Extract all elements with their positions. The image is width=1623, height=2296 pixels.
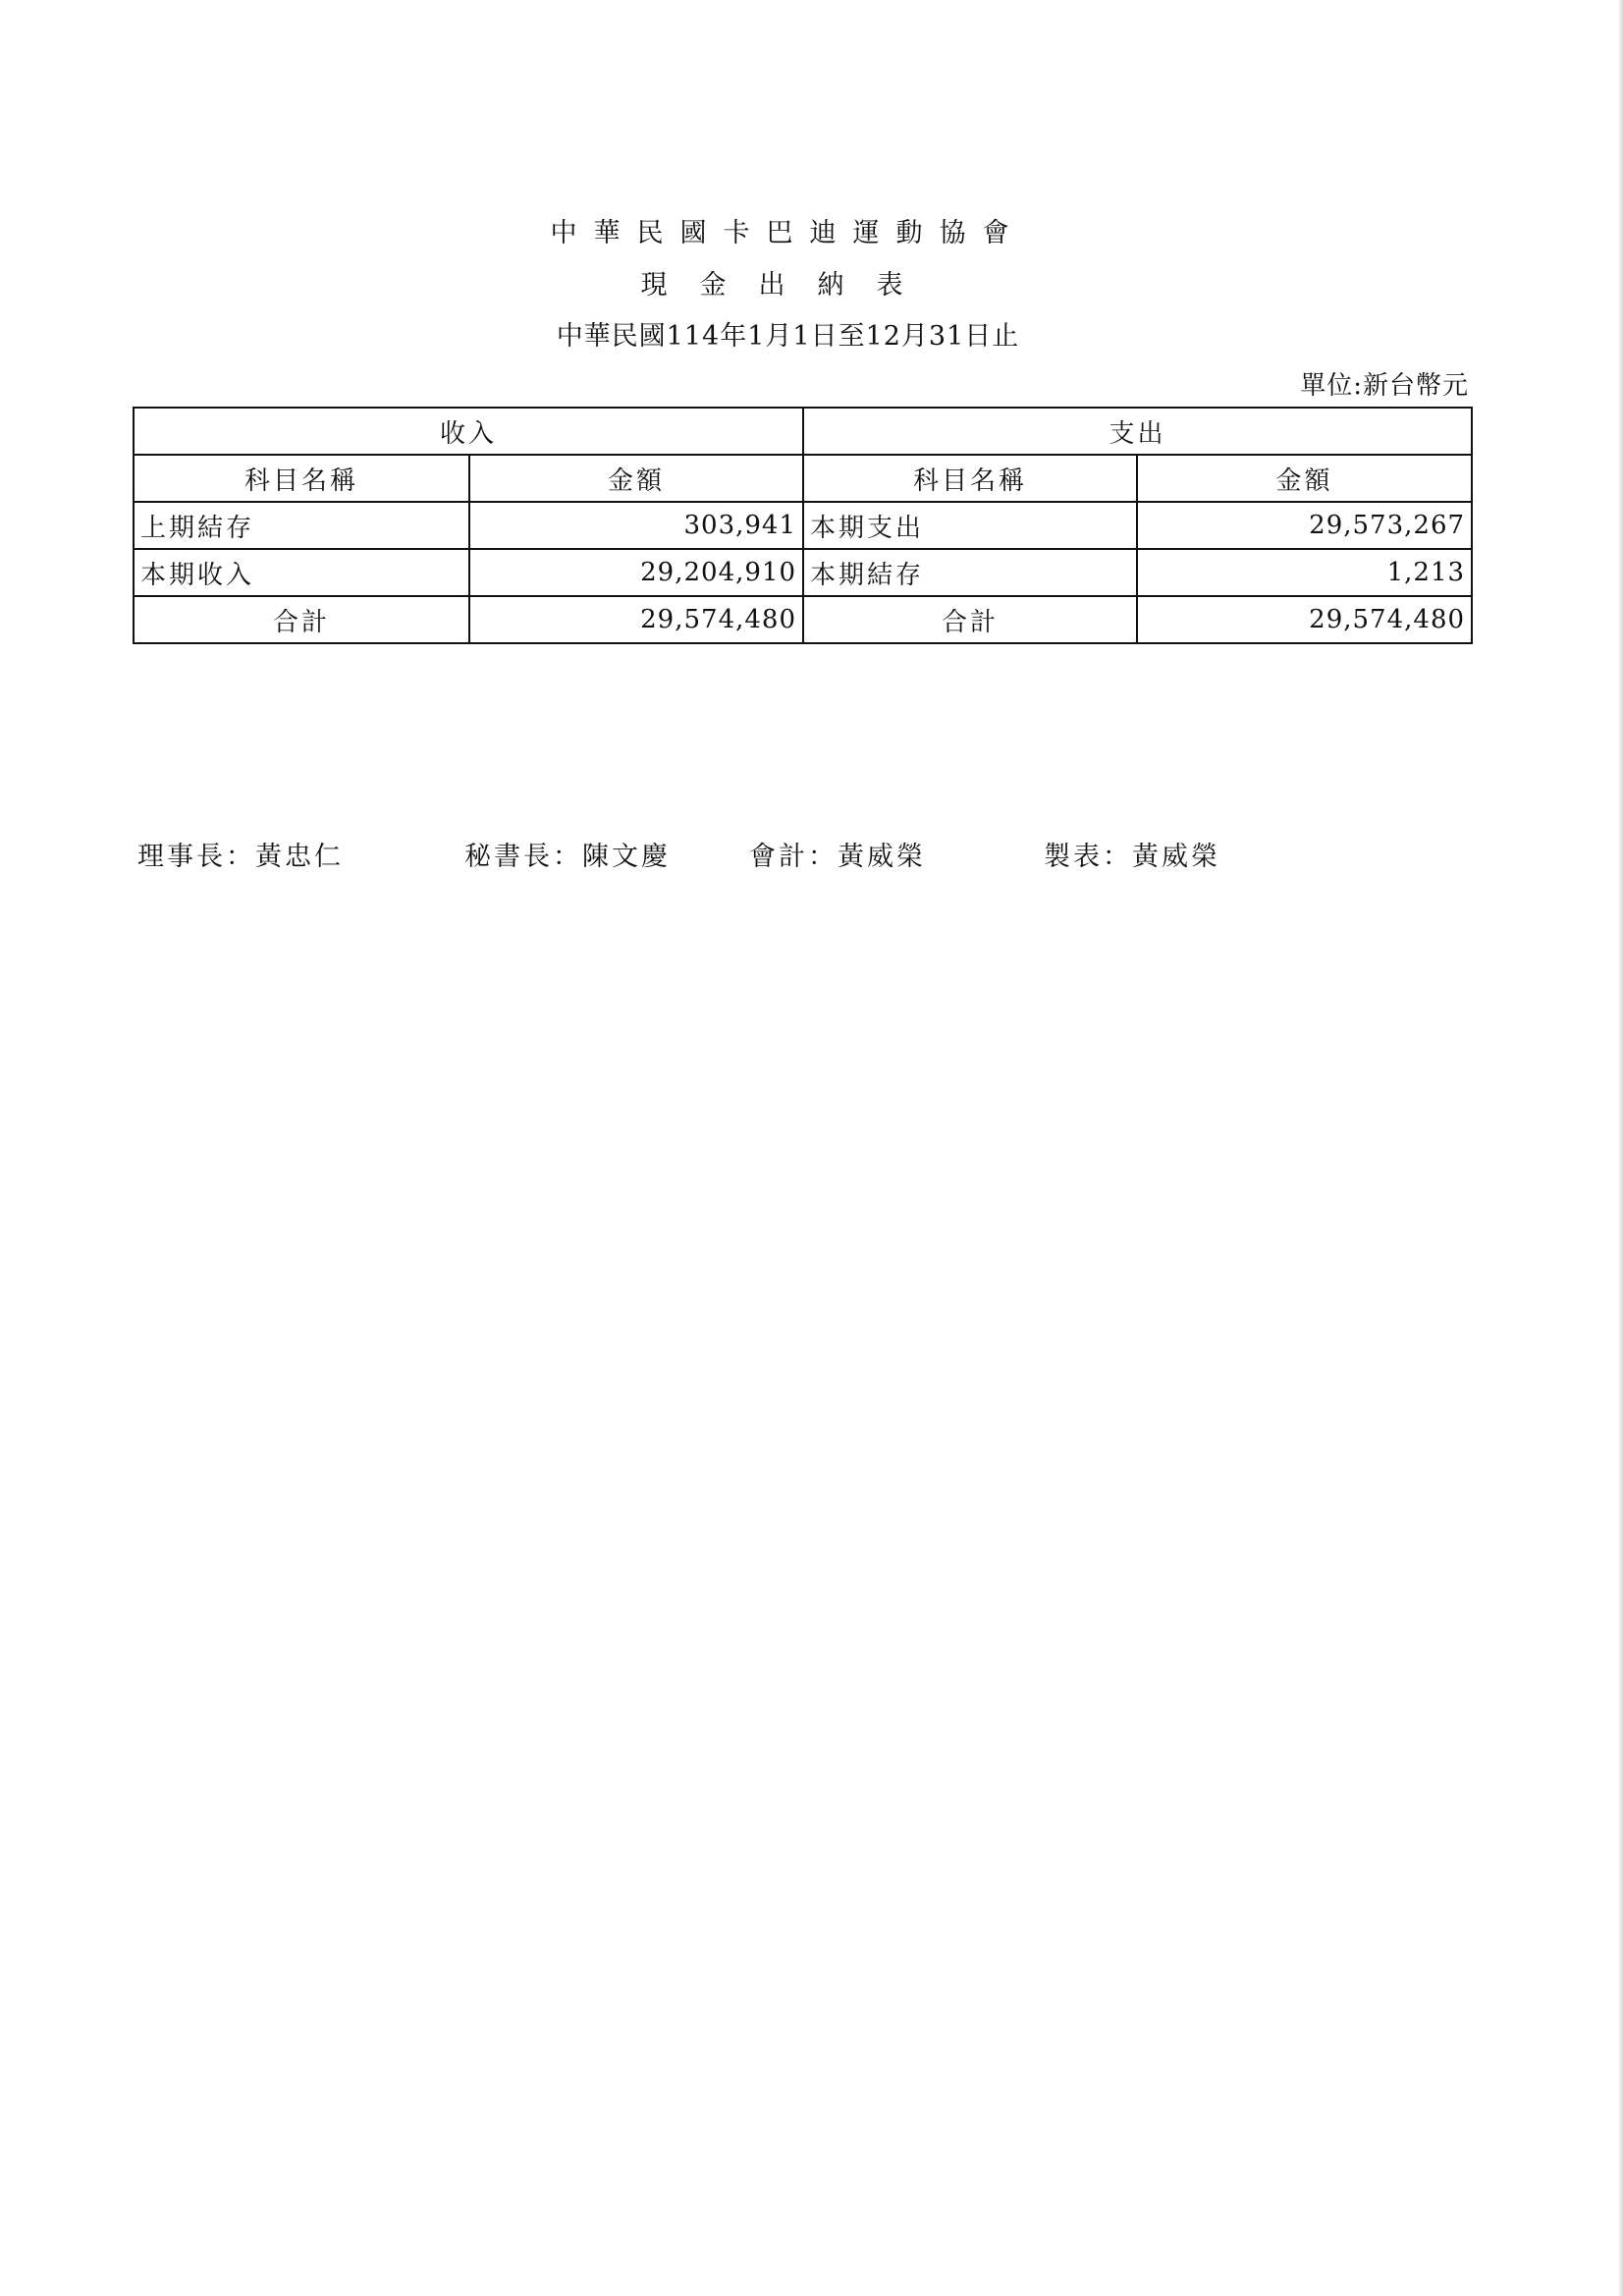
- expense-total-label: 合計: [803, 596, 1137, 643]
- organization-name: 中華民國卡巴迪運動協會: [550, 218, 1026, 248]
- signature-label: 製表：: [1044, 842, 1132, 872]
- column-header-expense-item: 科目名稱: [803, 455, 1137, 502]
- signature-label: 會計：: [749, 842, 838, 872]
- column-header-row: [134, 455, 1472, 502]
- income-total-label: 合計: [134, 596, 469, 643]
- section-header-row: [134, 408, 1472, 455]
- income-amount: 29,204,910: [469, 549, 803, 596]
- report-period: 中華民國114年1月1日至12月31日止: [556, 321, 1020, 352]
- currency-unit: 單位:新台幣元: [1300, 371, 1469, 401]
- signature-name: 黃威榮: [838, 842, 926, 872]
- signature-name: 陳文慶: [582, 842, 671, 872]
- signature-name: 黃威榮: [1132, 842, 1220, 872]
- column-header-income-amount: 金額: [469, 455, 803, 502]
- income-section-header: 收入: [134, 408, 803, 455]
- signature-chairman: [137, 835, 344, 873]
- cash-statement-table: [133, 407, 1473, 644]
- expense-amount: 1,213: [1137, 549, 1472, 596]
- expense-section-header: 支出: [803, 408, 1472, 455]
- income-total-amount: 29,574,480: [469, 596, 803, 643]
- table-row: [134, 502, 1472, 549]
- signature-label: 理事長：: [137, 842, 255, 872]
- income-item: 上期結存: [134, 502, 469, 549]
- income-amount: 303,941: [469, 502, 803, 549]
- expense-amount: 29,573,267: [1137, 502, 1472, 549]
- signature-preparer: [1044, 835, 1220, 873]
- signature-secretary-general: [464, 835, 671, 873]
- report-title: 現金出納表: [640, 270, 936, 301]
- expense-item: 本期支出: [803, 502, 1137, 549]
- column-header-expense-amount: 金額: [1137, 455, 1472, 502]
- total-row: [134, 596, 1472, 643]
- expense-item: 本期結存: [803, 549, 1137, 596]
- page-edge: [1619, 0, 1623, 2296]
- signature-name: 黃忠仁: [255, 842, 344, 872]
- expense-total-amount: 29,574,480: [1137, 596, 1472, 643]
- table-row: [134, 549, 1472, 596]
- income-item: 本期收入: [134, 549, 469, 596]
- column-header-income-item: 科目名稱: [134, 455, 469, 502]
- signature-label: 秘書長：: [464, 842, 582, 872]
- signature-accountant: [749, 835, 926, 873]
